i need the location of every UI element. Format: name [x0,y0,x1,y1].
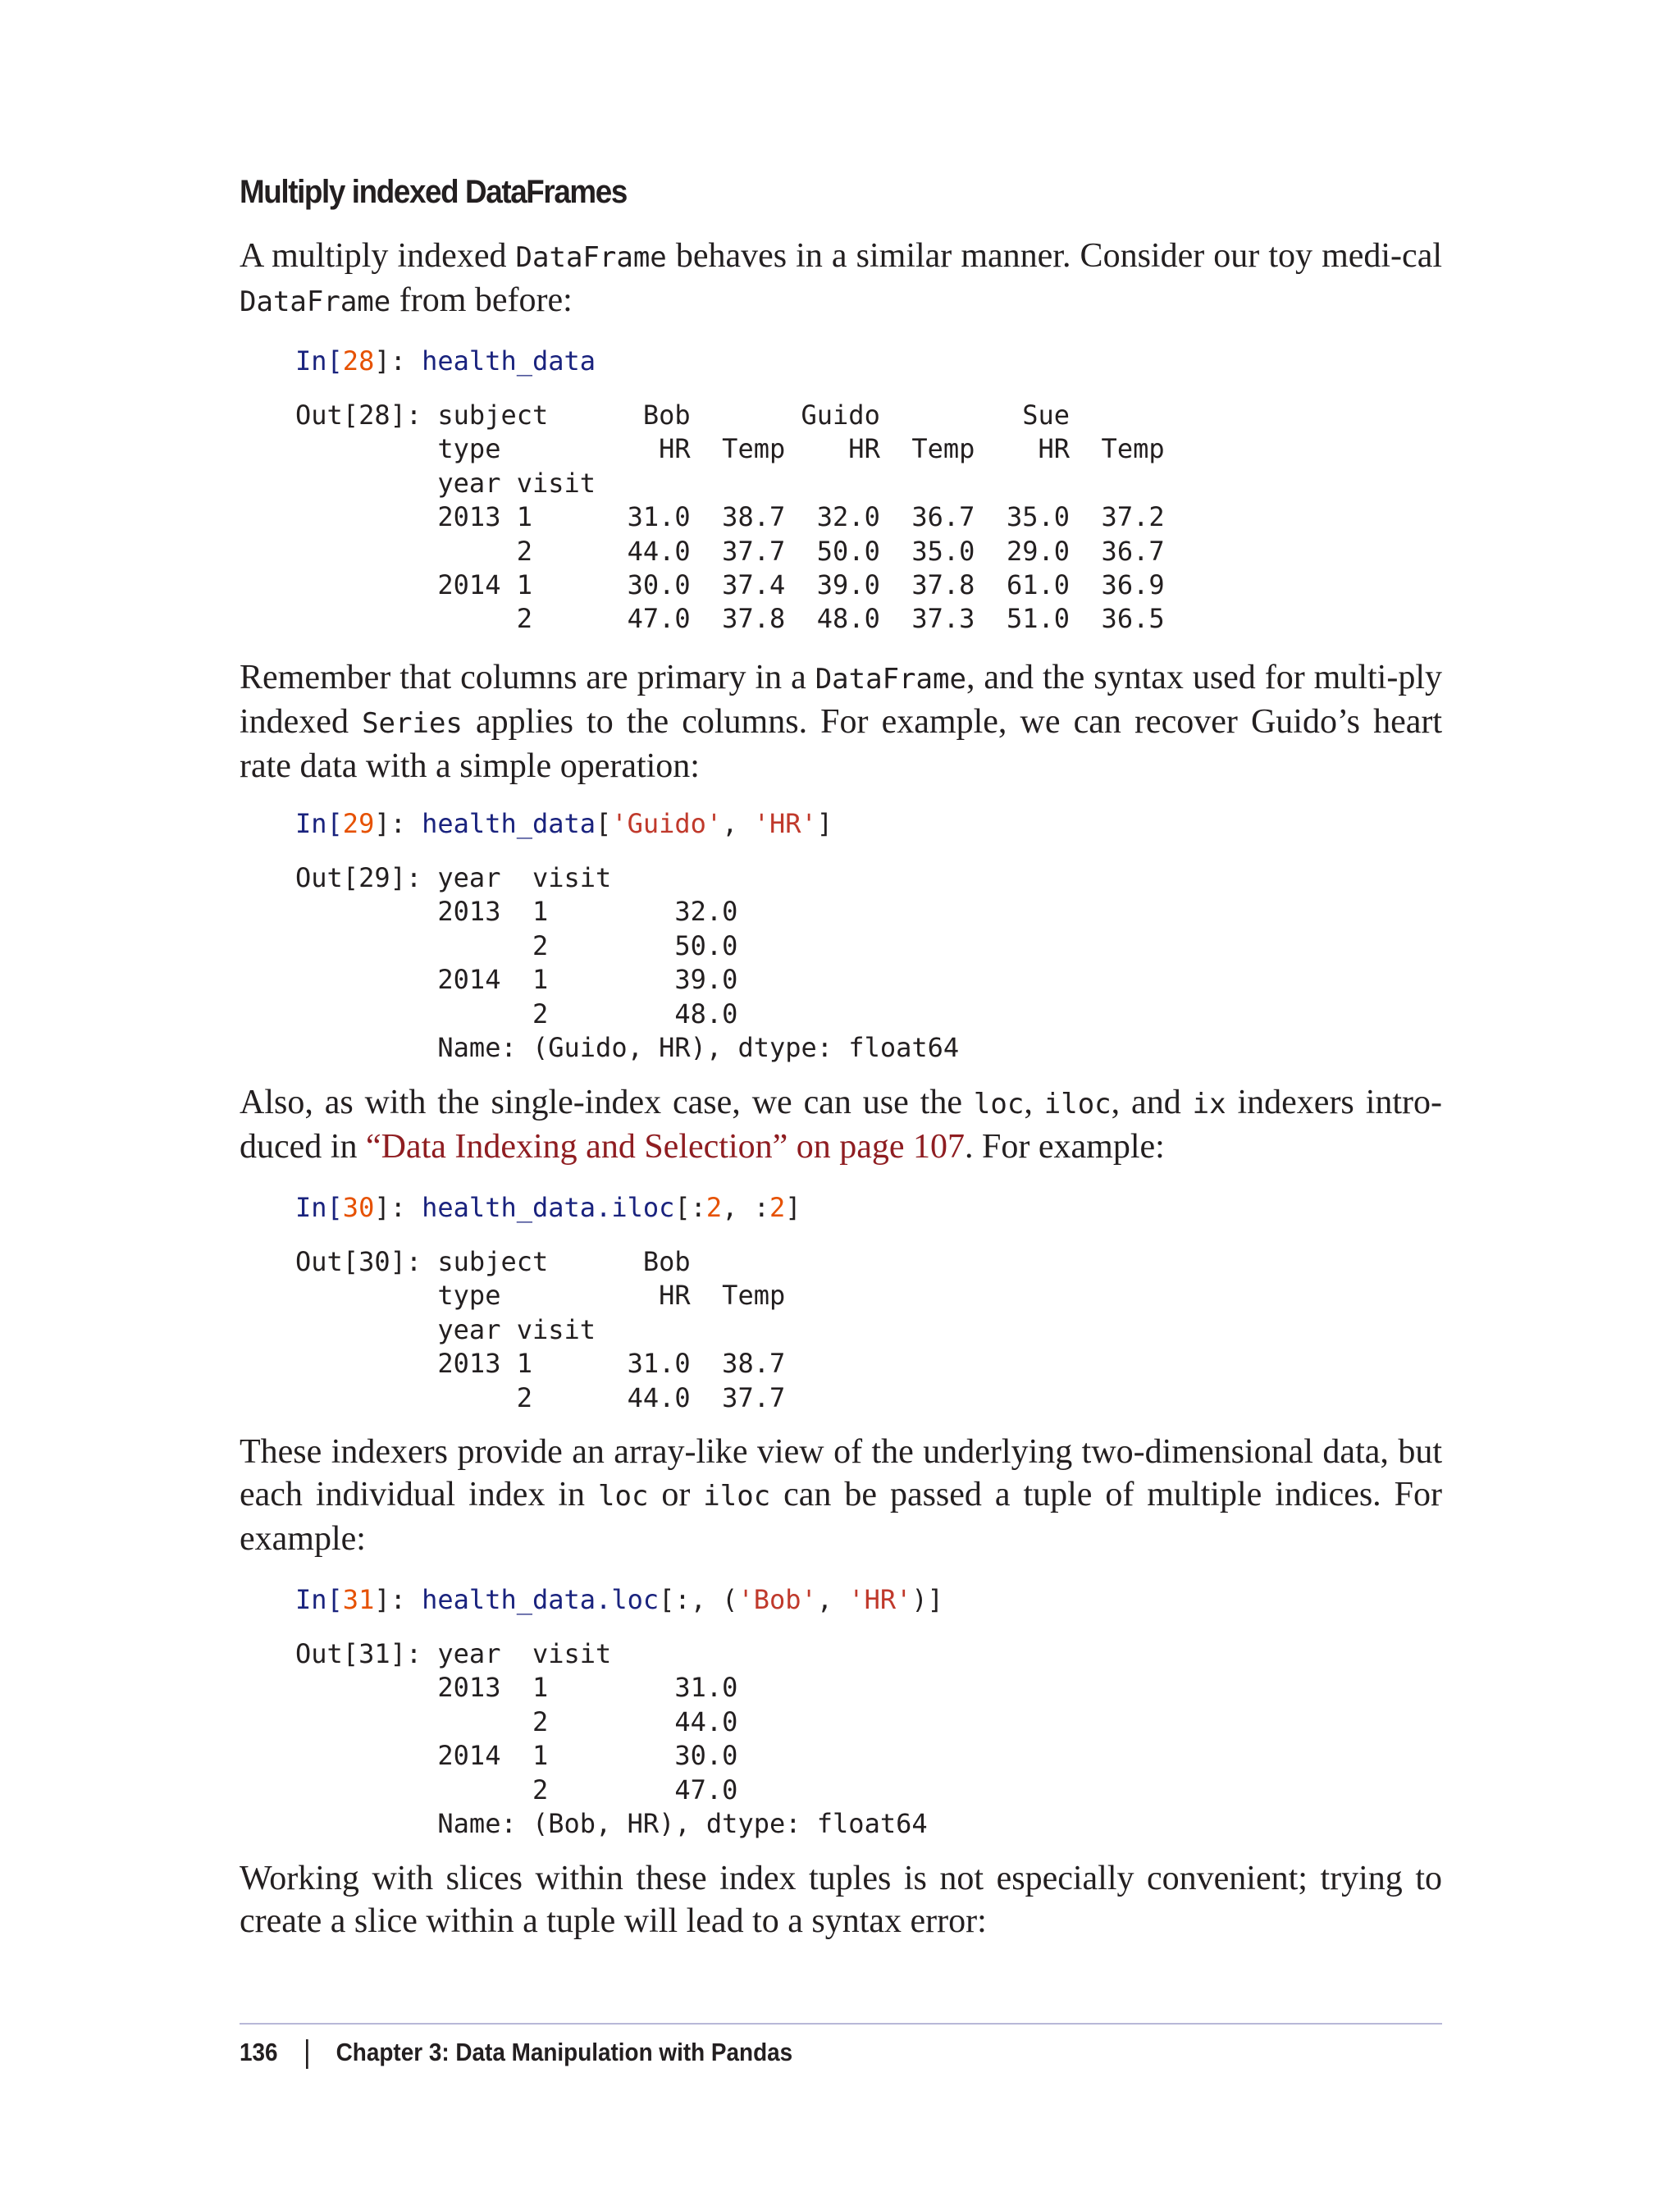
input-prompt-close: ]: [374,808,422,839]
footer-rule [240,2023,1442,2025]
page-number: 136 [240,2038,278,2066]
code-punct: , [722,808,754,839]
input-prompt: In[ [295,345,343,377]
section-heading: Multiply indexed DataFrames [240,174,627,210]
text: from before: [390,281,573,319]
input-prompt-close: ]: [374,1192,422,1223]
output-cell-29: Out[29]: year visit 2013 1 32.0 2 50.0 2014 1 39.0 2 48.0 Name: (Guido, HR), dtype: float64 [295,862,960,1064]
paragraph-5: Working with slices within these index tuples is not especially convenient; trying to create a slice within a tuple will lead to a syntax error: [240,1860,1442,1940]
text: Remember that columns are primary in a [240,659,815,696]
input-prompt: In[ [295,808,343,839]
code-punct: ] [785,1192,801,1223]
code-string: 'HR' [753,808,817,839]
text: , and the syntax used for multi-ply indexed [240,659,1442,741]
inline-code: DataFrame [815,663,966,696]
output-cell-31: Out[31]: year visit 2013 1 31.0 2 44.0 2014 1 30.0 2 47.0 Name: (Bob, HR), dtype: float64 [295,1638,928,1840]
inline-code: Series [362,707,463,740]
text: These indexers provide an array-like view of the underlying two-dimensional data, but each individual index in [240,1433,1442,1513]
inline-code: ix [1192,1088,1226,1121]
paragraph-4 [240,1431,1442,1560]
code-string: 'Guido' [611,808,723,839]
paragraph-1 [240,235,1442,323]
code-punct: , : [722,1192,769,1223]
code-punct: [: [674,1192,706,1223]
code-punct: [:, ( [659,1584,738,1615]
cell-number: 28 [342,345,375,377]
text: applies to the columns. For example, we can recover Guido’s heart rate data with a simple operation: [240,703,1443,785]
cross-reference-link[interactable]: “Data Indexing and Selection” on page 107 [365,1128,966,1166]
input-prompt: In[ [295,1192,343,1223]
inline-code: DataFrame [240,285,391,318]
input-prompt: In[ [295,1584,343,1615]
input-prompt-close: ]: [374,345,422,377]
text: can be passed a tuple of multiple indices. For example: [240,1476,1442,1558]
input-cell-28 [295,345,596,378]
chapter-title: Chapter 3: Data Manipulation with Pandas [336,2038,793,2066]
output-cell-30: Out[30]: subject Bob type HR Temp year visit 2013 1 31.0 38.7 2 44.0 37.7 [295,1246,786,1413]
cell-number: 31 [342,1584,375,1615]
inline-code: iloc [703,1480,771,1513]
paragraph-2 [240,656,1442,788]
inline-code: DataFrame [515,241,667,274]
text: or [648,1476,704,1513]
input-cell-31 [295,1583,943,1617]
text: , [1024,1084,1044,1121]
code: health_data.iloc [422,1192,675,1223]
text: . For example: [965,1128,1165,1166]
input-prompt-close: ]: [374,1584,422,1615]
inline-code: loc [973,1088,1025,1121]
code: health_data [422,345,596,377]
text: indexers intro-duced in [240,1084,1443,1166]
paragraph-3 [240,1081,1442,1168]
text: behaves in a similar manner. Consider our toy medi-cal [666,237,1442,275]
code-number: 2 [769,1192,786,1223]
cell-number: 29 [342,808,375,839]
cell-number: 30 [342,1192,375,1223]
code-string: 'HR' [848,1584,912,1615]
text: A multiply indexed [240,237,516,275]
code-punct: )] [911,1584,943,1615]
inline-code: iloc [1043,1088,1112,1121]
code: health_data.loc [422,1584,660,1615]
text: Also, as with the single-index case, we can use the [240,1084,974,1121]
footer-separator [306,2039,308,2069]
code-string: 'Bob' [737,1584,817,1615]
code-punct: ] [816,808,833,839]
page-footer [240,2038,792,2069]
code-punct: [ [596,808,612,839]
code-punct: , [816,1584,849,1615]
input-cell-30 [295,1191,801,1225]
code: health_data [422,808,596,839]
output-cell-28: Out[28]: subject Bob Guido Sue type HR Temp HR Temp HR Temp year visit 2013 1 31.0 38.7 32.0 36.7 35.0 37.2 2 44.0 37.7 50.0 35.0 29.0 36.7 2014 1 30.0 37.4 39.0 37.8 61.0 36.9 2 47.0 37.8 48.0 37.3 51.0 36.5 [295,399,1165,635]
code-number: 2 [705,1192,723,1223]
inline-code: loc [598,1480,649,1513]
input-cell-29 [295,807,833,841]
text: , and [1111,1084,1193,1121]
